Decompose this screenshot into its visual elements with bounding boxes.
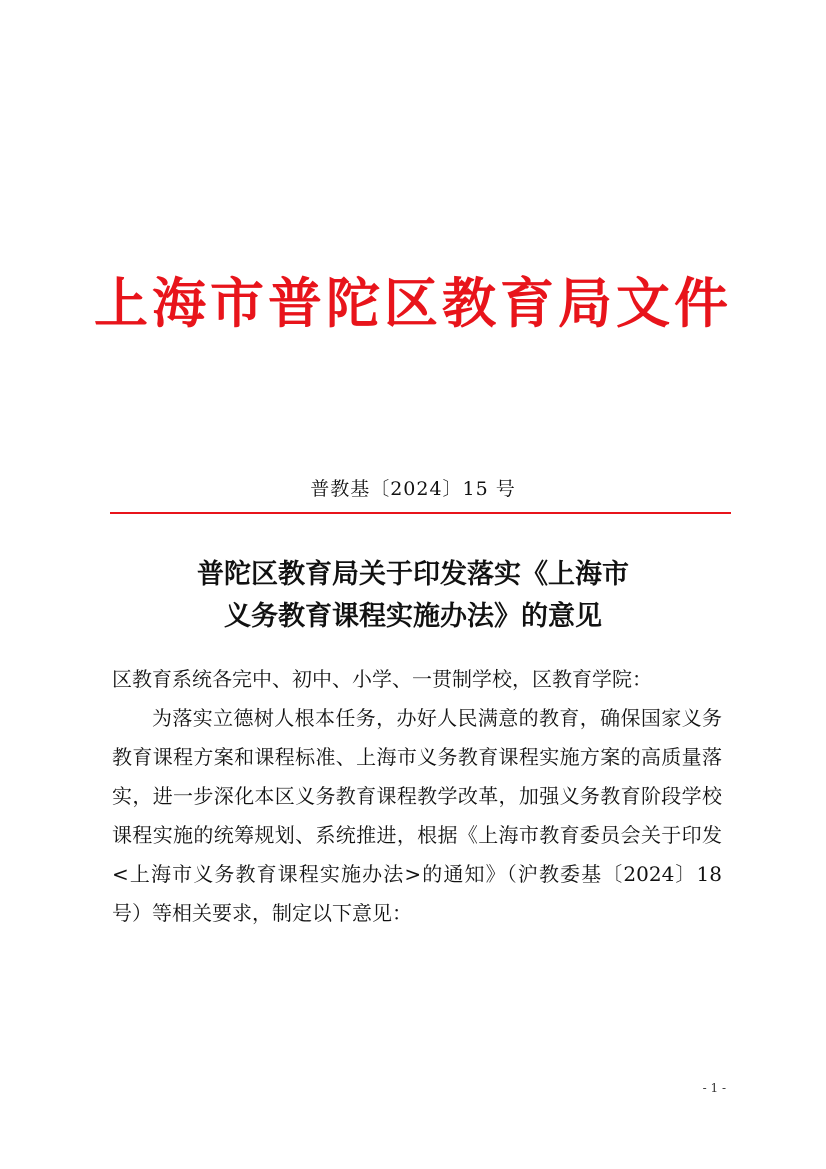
document-title <box>0 554 826 638</box>
red-divider-line <box>110 512 731 514</box>
page-number: - 1 - <box>702 1081 726 1095</box>
document-title-line-2: 义务教育课程实施办法》的意见 <box>224 601 602 632</box>
body-paragraph-1: 为落实立德树人根本任务，办好人民满意的教育，确保国家义务教育课程方案和课程标准、上海市义务教育课程实施方案的高质量落实，进一步深化本区义务教育课程教学改革，加强义务教育阶段学校课程实施的统筹规划、系统推进，根据《上海市教育委员会关于印发<上海市义务教育课程实施办法>的通知》（沪教委基〔2024〕18 号）等相关要求，制定以下意见： <box>112 706 722 925</box>
addressee-line: 区教育系统各完中、初中、小学、一贯制学校，区教育学院： <box>112 667 652 691</box>
document-body <box>112 660 722 933</box>
document-number: 普教基〔2024〕15 号 <box>310 478 516 500</box>
document-title-line-1: 普陀区教育局关于印发落实《上海市 <box>197 559 629 590</box>
issuer-header-title: 上海市普陀区教育局文件 <box>94 271 732 335</box>
